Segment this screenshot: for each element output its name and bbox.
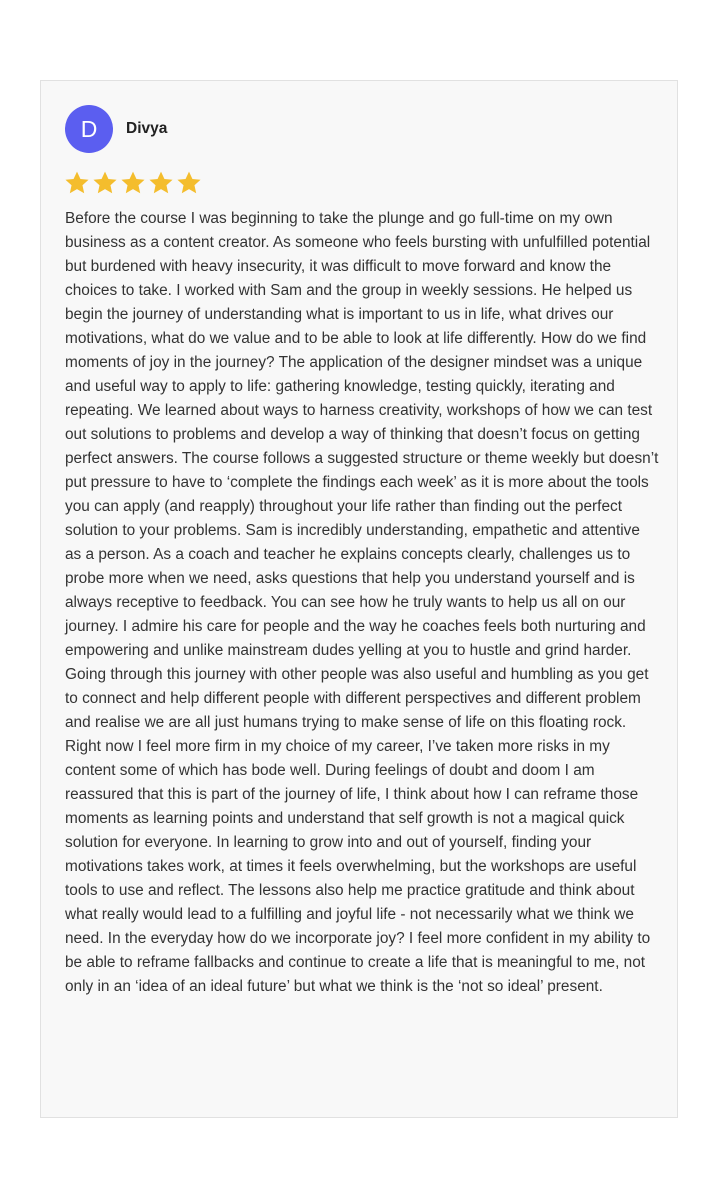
star-icon (147, 169, 175, 197)
review-text: Before the course I was beginning to take the plunge and go full-time on my own business as a content creator. As someone who feels bursting with unfulfilled potential but burdened with heavy insecurity, it was difficult to move forward and know the choices to take. I worked with Sam and the group in weekly sessions. He helped us begin the journey of understanding what is important to us in life, what drives our motivations, what do we value and to be able to look at life differently. How do we find moments of joy in the journey? The application of the designer mindset was a unique and useful way to apply to life: gathering knowledge, testing quickly, iterating and repeating. We learned about ways to harness creativity, workshops of how we can test out solutions to problems and develop a way of thinking that doesn’t focus on getting perfect answers. The course follows a suggested structure or theme weekly but doesn’t put pressure to have to ‘complete the findings each week’ as it is more about the tools you can apply (and reapply) throughout your life rather than finding out the perfect solution to your problems. Sam is incredibly understanding, empathetic and attentive as a person. As a coach and teacher he explains concepts clearly, challenges us to probe more when we need, asks questions that help you understand yourself and is always receptive to feedback. You can see how he truly wants to help us all on our journey. I admire his care for people and the way he coaches feels both nurturing and empowering and unlike mainstream dudes yelling at you to hustle and grind harder. Going through this journey with other people was also useful and humbling as you get to connect and help different people with different perspectives and different problem and realise we are all just humans trying to make sense of life on this floating rock. Right now I feel more firm in my choice of my career, I’ve taken more risks in my content some of which has bode well. During feelings of doubt and doom I am reassured that this is part of the journey of life, I think about how I can reframe those moments as learning points and understand that self growth is not a magical quick solution for everyone. In learning to grow into and out of yourself, finding your motivations takes work, at times it feels overwhelming, but the workshops are useful tools to use and reflect. The lessons also help me practice gratitude and think about what really would lead to a fulfilling and joyful life - not necessarily what we think we need. In the everyday how do we incorporate joy? I feel more confident in my ability to be able to reframe fallbacks and continue to create a life that is meaningful to me, not only in an ‘idea of an ideal future’ but what we think is the ‘not so ideal’ present. (65, 210, 659, 995)
star-icon (175, 169, 203, 197)
avatar: D (65, 105, 113, 153)
review-header (65, 105, 167, 153)
review-card (40, 80, 678, 1118)
star-rating (63, 169, 203, 197)
star-icon (91, 169, 119, 197)
star-icon (63, 169, 91, 197)
star-icon (119, 169, 147, 197)
author-name: Divya (126, 120, 168, 137)
